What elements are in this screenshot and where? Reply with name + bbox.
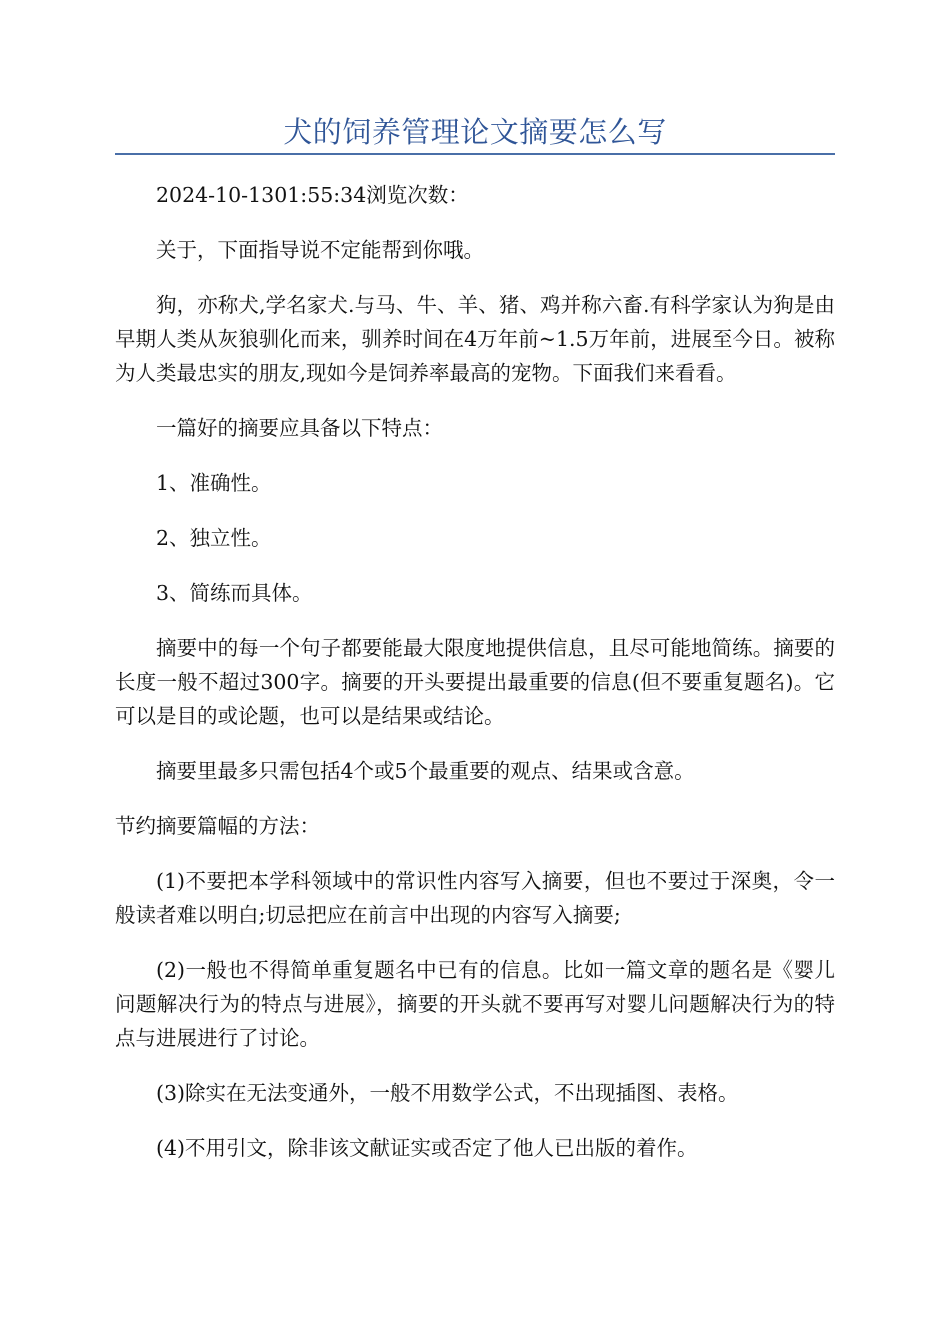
paragraph-sentence-guidance: 摘要中的每一个句子都要能最大限度地提供信息，且尽可能地简练。摘要的长度一般不超过300字。摘要的开头要提出最重要的信息(但不要重复题名)。它可以是目的或论题，也可以是结果或结论。	[115, 636, 835, 728]
method-item-4: (4)不用引文，除非该文献证实或否定了他人已出版的着作。	[156, 1136, 698, 1160]
list-item-independence: 2、独立性。	[156, 526, 272, 550]
method-item-2: (2)一般也不得简单重复题名中已有的信息。比如一篇文章的题名是《婴儿问题解决行为的特点与进展》，摘要的开头就不要再写对婴儿问题解决行为的特点与进展进行了讨论。	[115, 958, 835, 1050]
document-title: 犬的饲养管理论文摘要怎么写	[283, 115, 667, 149]
paragraph-dog-description: 狗，亦称犬,学名家犬.与马、牛、羊、猪、鸡并称六畜.有科学家认为狗是由早期人类从灰狼驯化而来，驯养时间在4万年前~1.5万年前，进展至今日。被称为人类最忠实的朋友,现如今是饲养率最高的宠物。下面我们来看看。	[115, 293, 835, 385]
method-item-3: (3)除实在无法变通外，一般不用数学公式，不出现插图、表格。	[156, 1081, 739, 1105]
method-item-1: (1)不要把本学科领域中的常识性内容写入摘要，但也不要过于深奥，令一般读者难以明白;切忌把应在前言中出现的内容写入摘要;	[115, 869, 835, 927]
meta-line: 2024-10-1301:55:34浏览次数：	[156, 183, 469, 207]
paragraph-features-heading: 一篇好的摘要应具备以下特点：	[156, 416, 443, 440]
paragraph-intro: 关于，下面指导说不定能帮到你哦。	[156, 238, 484, 262]
document-body	[115, 178, 835, 1186]
paragraph-max-points: 摘要里最多只需包括4个或5个最重要的观点、结果或含意。	[156, 759, 695, 783]
list-item-concise: 3、简练而具体。	[156, 581, 313, 605]
title-underline	[115, 153, 835, 155]
list-item-accuracy: 1、准确性。	[156, 471, 272, 495]
paragraph-methods-heading: 节约摘要篇幅的方法：	[115, 814, 320, 838]
